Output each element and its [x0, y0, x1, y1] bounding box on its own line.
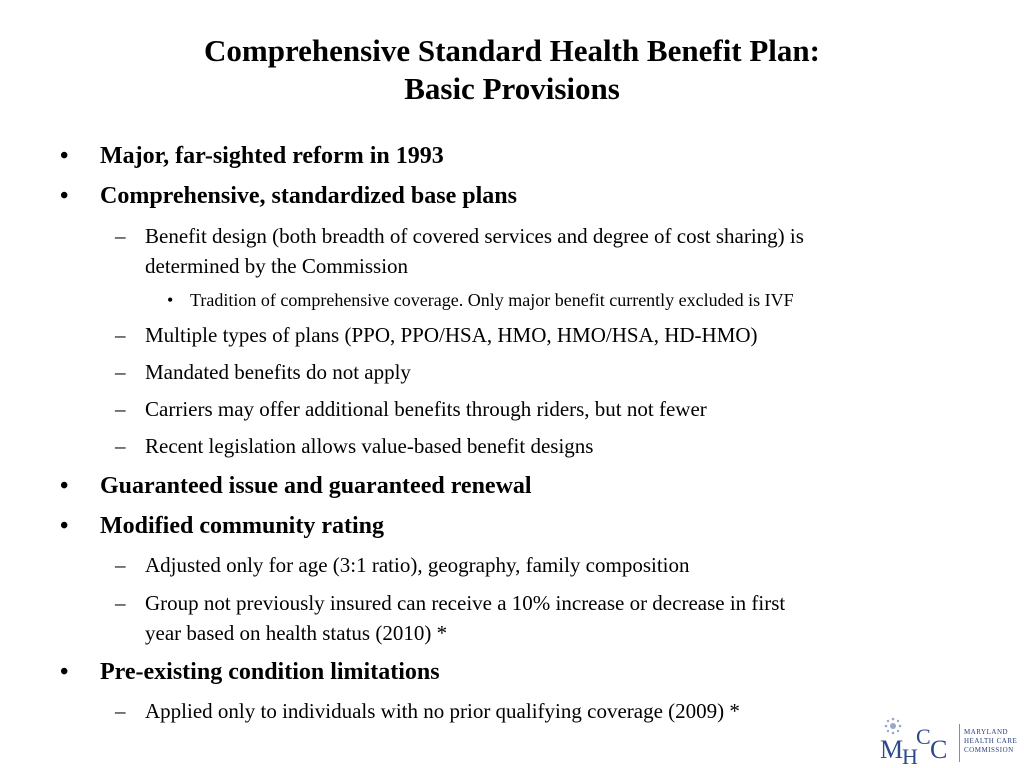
slide-title-line-2: Basic Provisions [404, 71, 620, 106]
sub-bullet-text: year based on health status (2010) * [145, 621, 448, 645]
bullet-text: Major, far-sighted reform in 1993 [100, 143, 444, 169]
logo-word: HEALTH CARE [964, 737, 1018, 745]
bullet-marker: • [60, 143, 69, 169]
bullet-text: Guaranteed issue and guaranteed renewal [100, 473, 532, 499]
sub-bullet-text: Recent legislation allows value-based benefit designs [145, 434, 594, 458]
bullet-marker: • [60, 659, 69, 685]
dash-marker: – [115, 323, 126, 347]
dash-marker: – [115, 434, 126, 458]
bullet-marker: • [60, 183, 69, 209]
sub-bullet-text: Mandated benefits do not apply [145, 360, 411, 384]
logo-word: COMMISSION [964, 746, 1014, 754]
mhcc-monogram [878, 716, 956, 766]
sub-bullet-text: Group not previously insured can receive a 10% increase or decrease in first [145, 591, 786, 615]
slide-title [0, 32, 1024, 108]
slide-title-line-1: Comprehensive Standard Health Benefit Plan: [204, 33, 820, 68]
logo-divider [959, 724, 960, 762]
mhcc-logo [878, 716, 1018, 766]
sub-bullet-text: Multiple types of plans (PPO, PPO/HSA, HMO, HMO/HSA, HD-HMO) [145, 323, 758, 347]
bullet-text: Comprehensive, standardized base plans [100, 183, 517, 209]
sub-bullet-text: Adjusted only for age (3:1 ratio), geography, family composition [145, 553, 690, 577]
sub-bullet-text: Applied only to individuals with no prior qualifying coverage (2009) * [145, 699, 740, 723]
bullet-text: Modified community rating [100, 513, 384, 539]
dash-marker: – [115, 699, 126, 723]
dash-marker: – [115, 397, 126, 421]
bullet-marker: • [60, 473, 69, 499]
logo-letter-m: M [880, 735, 904, 764]
logo-letter-c2: C [930, 735, 948, 764]
sub-bullet-text: Carriers may offer additional benefits through riders, but not fewer [145, 397, 707, 421]
dash-marker: – [115, 591, 126, 615]
sub-bullet-text: determined by the Commission [145, 254, 409, 278]
logo-word: MARYLAND [964, 728, 1009, 736]
logo-letter-h: H [902, 744, 918, 766]
logo-wordmark [964, 728, 1017, 755]
bullet-text: Pre-existing condition limitations [100, 659, 440, 685]
sub-bullet-text: Benefit design (both breadth of covered services and degree of cost sharing) is [145, 224, 804, 248]
dash-marker: – [115, 360, 126, 384]
dash-marker: – [115, 553, 126, 577]
logo-letter-c1: C [916, 724, 931, 749]
dash-marker: – [115, 224, 126, 248]
bullet-marker: • [167, 290, 174, 310]
star-icon [885, 718, 902, 735]
bullet-marker: • [60, 513, 69, 539]
sub-sub-bullet-text: Tradition of comprehensive coverage. Only major benefit currently excluded is IVF [190, 290, 794, 310]
